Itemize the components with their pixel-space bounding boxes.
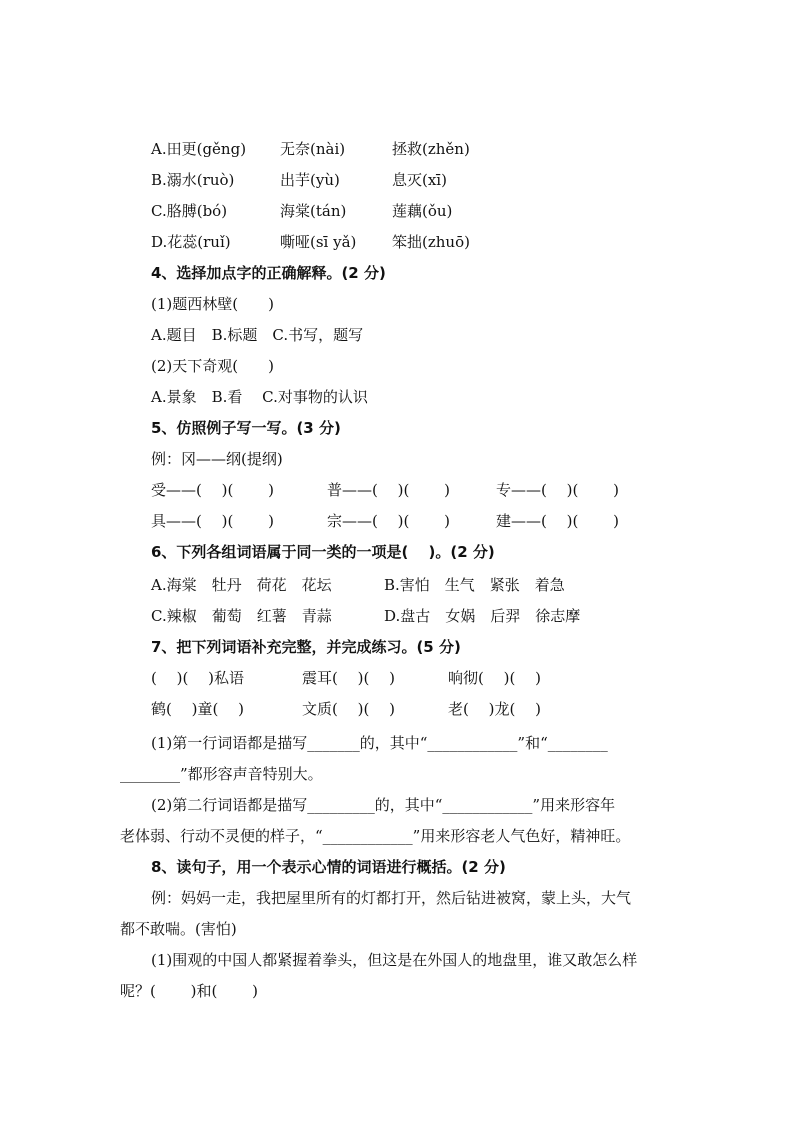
q3-option-d1: D.花蕊(ruǐ)	[151, 233, 231, 251]
q7-sub2-line1: (2)第二行词语都是描写_________的，其中“____________”用来形容年	[151, 796, 616, 814]
q5-item: 建——( )( )	[496, 512, 619, 530]
q3-option-a1: A.田更(gěng)	[151, 140, 247, 158]
q3-option-c3: 莲藕(ǒu)	[392, 202, 453, 220]
q5-item: 受——( )( )	[151, 481, 274, 499]
q3-option-b3: 息灭(xī)	[392, 171, 447, 189]
q4-part2-options: A.景象 B.看 C.对事物的认识	[151, 388, 368, 406]
q8-sub1-line2: 呢？( )和( )	[120, 982, 258, 1000]
q3-option-b1: B.溺水(ruò)	[151, 171, 235, 189]
q8-title: 8、读句子，用一个表示心情的词语进行概括。(2 分)	[151, 858, 506, 876]
q7-word: 震耳( )( )	[302, 669, 395, 687]
q4-part2: (2)天下奇观( )	[151, 357, 274, 375]
q7-sub1-line1: (1)第一行词语都是描写_______的，其中“____________”和“________	[151, 734, 608, 752]
q4-title: 4、选择加点字的正确解释。(2 分)	[151, 264, 386, 282]
q7-title: 7、把下列词语补充完整，并完成练习。(5 分)	[151, 638, 461, 656]
q3-option-a2: 无奈(nài)	[280, 140, 346, 158]
q7-word: 鹤( )童( )	[151, 700, 244, 718]
q3-option-a3: 拯救(zhěn)	[392, 140, 470, 158]
q6-option-c: C.辣椒 葡萄 红薯 青蒜	[151, 607, 332, 625]
q6-title: 6、下列各组词语属于同一类的一项是( )。(2 分)	[151, 543, 495, 561]
q7-word: ( )( )私语	[151, 669, 244, 687]
q6-option-a: A.海棠 牡丹 荷花 花坛	[151, 576, 332, 594]
q3-option-c2: 海棠(tán)	[280, 202, 347, 220]
q6-option-b: B.害怕 生气 紧张 着急	[384, 576, 565, 594]
q3-option-d2: 嘶哑(sī yǎ)	[280, 233, 357, 251]
q4-part1-options: A.题目 B.标题 C.书写，题写	[151, 326, 364, 344]
q4-part1: (1)题西林壁( )	[151, 295, 274, 313]
q5-title: 5、仿照例子写一写。(3 分)	[151, 419, 341, 437]
q7-word: 老( )龙( )	[448, 700, 541, 718]
q7-sub2-line2: 老体弱、行动不灵便的样子，“____________”用来形容老人气色好，精神旺。	[120, 827, 631, 845]
q3-option-b2: 出芋(yù)	[280, 171, 340, 189]
q3-option-c1: C.胳膊(bó)	[151, 202, 228, 220]
q5-item: 专——( )( )	[496, 481, 619, 499]
q7-word: 文质( )( )	[302, 700, 395, 718]
q8-sub1-line1: (1)围观的中国人都紧握着拳头，但这是在外国人的地盘里，谁又敢怎么样	[151, 951, 638, 969]
q3-option-d3: 笨拙(zhuō)	[392, 233, 470, 251]
q7-word: 响彻( )( )	[448, 669, 541, 687]
q5-example: 例：冈——纲(提纲)	[151, 450, 283, 468]
q5-item: 具——( )( )	[151, 512, 274, 530]
q7-sub1-line2: ________”都形容声音特别大。	[120, 765, 323, 783]
q5-item: 普——( )( )	[327, 481, 450, 499]
q6-option-d: D.盘古 女娲 后羿 徐志摩	[384, 607, 581, 625]
q8-example-line1: 例：妈妈一走，我把屋里所有的灯都打开，然后钻进被窝，蒙上头，大气	[151, 889, 632, 907]
q8-example-line2: 都不敢喘。(害怕)	[120, 920, 237, 938]
q5-item: 宗——( )( )	[327, 512, 450, 530]
